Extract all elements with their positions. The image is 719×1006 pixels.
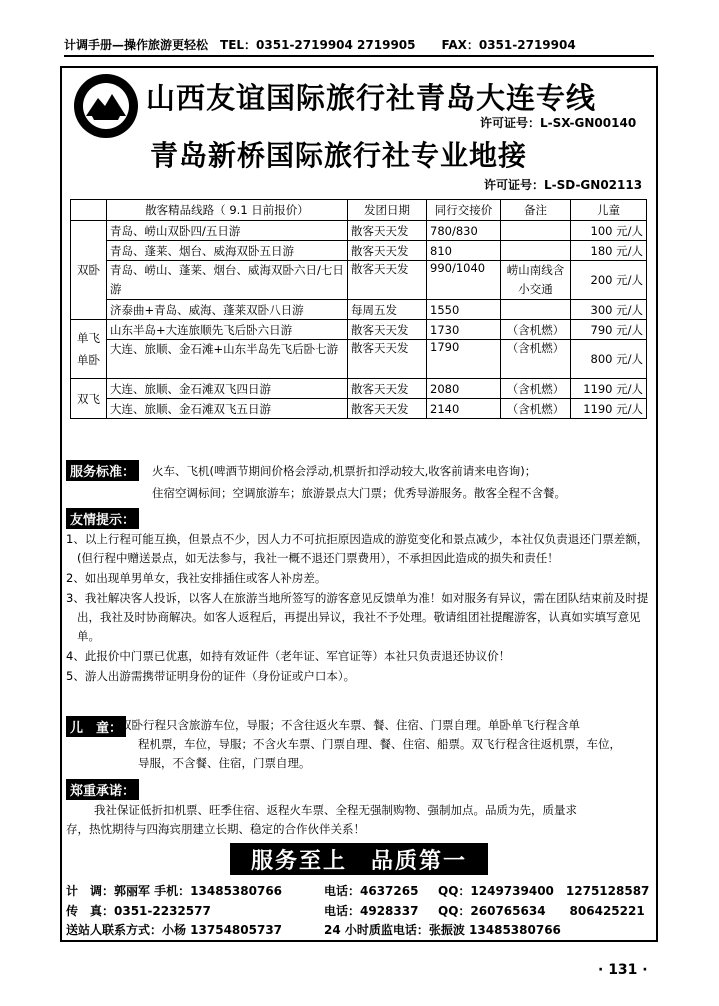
- table-row: [71, 221, 647, 241]
- tips-list: [66, 530, 652, 687]
- date-cell: 每周五发: [348, 300, 427, 320]
- service-line: 住宿空调标间；空调旅游车；旅游景点大门票；优秀导游服务。散客全程不含餐。: [152, 486, 566, 500]
- price-table: [70, 199, 647, 419]
- date-cell: 散客天天发: [348, 261, 427, 300]
- note-cell: （含机燃）: [501, 340, 571, 379]
- promise-line: 我社保证低折扣机票、旺季住宿、返程火车票、全程无强制购物、强制加点。品质为先，质量求: [94, 803, 577, 817]
- price-cell: 990/1040: [427, 261, 501, 300]
- table-row: [71, 261, 647, 300]
- table-header: 发团日期: [348, 200, 427, 221]
- table-row: [71, 241, 647, 261]
- table-row: [71, 300, 647, 320]
- note-cell: （含机燃）: [501, 320, 571, 340]
- header-rule: [64, 55, 654, 57]
- group-double-sleeper: 双卧: [71, 221, 107, 320]
- promise-line: 存，热忱期待与四海宾朋建立长期、稳定的合作伙伴关系！: [66, 822, 365, 836]
- contact-left: 传 真：0351-2232577: [66, 904, 211, 918]
- service-label: 服务标准：: [66, 460, 139, 481]
- child-price-cell: 200 元/人: [571, 261, 647, 300]
- contact-right: QQ：260765634 806425221: [438, 904, 645, 918]
- contact-left: 送站人联系方式：小杨 13754805737: [66, 923, 283, 937]
- company2-title: 青岛新桥国际旅行社专业地接: [150, 139, 528, 172]
- price-cell: 2080: [427, 379, 501, 399]
- table-row: [71, 320, 647, 340]
- header-brand: 计调手册—操作旅游更轻松: [64, 37, 209, 52]
- route-cell: 青岛、蓬莱、烟台、威海双卧五日游: [107, 241, 348, 261]
- tip-item: 5、游人出游需携带证明身份的证件（身份证或户口本）。: [66, 669, 356, 683]
- note-cell: [501, 221, 571, 241]
- contact-left: 计 调：郭丽军 手机：13485380766: [66, 884, 283, 898]
- children-line: 双卧行程只含旅游车位，导服；不含往返火车票、餐、住宿、门票自理。单卧单飞行程含单: [120, 718, 580, 732]
- service-line: 火车、飞机(啤酒节期间价格会浮动,机票折扣浮动较大,收客前请来电咨询)；: [152, 464, 537, 478]
- child-price-cell: 100 元/人: [571, 221, 647, 241]
- table-header-row: [71, 200, 647, 221]
- tip-item: 3、我社解决客人投诉，以客人在旅游当地所签写的游客意见反馈单为准！如对服务有异议，需在团队结束前及时提出，我社及时协商解决。如客人返程后，再提出异议，我社不予处理。敬请组团社提醒游客，认真如实填写意见单。: [66, 591, 649, 643]
- child-price-cell: 300 元/人: [571, 300, 647, 320]
- route-cell: 山东半岛+大连旅顺先飞后卧六日游: [107, 320, 348, 340]
- children-line: 导服，不含餐、住宿，门票自理。: [138, 756, 311, 770]
- slogan-banner: 服务至上 品质第一: [230, 843, 488, 875]
- price-cell: 1790: [427, 340, 501, 379]
- price-cell: 780/830: [427, 221, 501, 241]
- price-cell: 1550: [427, 300, 501, 320]
- company1-license: 许可证号：L-SX-GN00140: [480, 116, 637, 130]
- header-fax: FAX：0351-2719904: [441, 37, 576, 52]
- table-row: [71, 340, 647, 379]
- price-cell: 810: [427, 241, 501, 261]
- date-cell: 散客天天发: [348, 320, 427, 340]
- note-cell: [501, 241, 571, 261]
- contact-mid: 24 小时质监电话：张振波 13485380766: [324, 923, 561, 937]
- note-cell: [501, 300, 571, 320]
- child-price-cell: 1190 元/人: [571, 399, 647, 419]
- note-cell: 崂山南线含小交通: [501, 261, 571, 300]
- company2-license: 许可证号：L-SD-GN02113: [484, 178, 643, 192]
- tip-item: 2、如出现单男单女，我社安排插住或客人补房差。: [66, 571, 327, 585]
- group-double-fly: 双飞: [71, 379, 107, 419]
- route-cell: 青岛、崂山、蓬莱、烟台、威海双卧六日/七日游: [107, 261, 348, 300]
- date-cell: 散客天天发: [348, 241, 427, 261]
- page-number: · 131 ·: [598, 962, 648, 978]
- note-cell: （含机燃）: [501, 379, 571, 399]
- route-cell: 青岛、崂山双卧四/五日游: [107, 221, 348, 241]
- child-price-cell: 180 元/人: [571, 241, 647, 261]
- table-header: 儿童: [571, 200, 647, 221]
- children-line: 程机票，车位，导服；不含火车票、门票自理、餐、住宿、船票。双飞行程含往返机票，车位，: [138, 737, 621, 751]
- tips-label: 友情提示：: [66, 508, 139, 529]
- tip-item: 4、此报价中门票已优惠，如持有效证件（老年证、军官证等）本社只负责退还协议价！: [66, 649, 511, 663]
- price-cell: 2140: [427, 399, 501, 419]
- route-cell: 大连、旅顺、金石滩双飞五日游: [107, 399, 348, 419]
- date-cell: 散客天天发: [348, 221, 427, 241]
- table-header: 散客精品线路（ 9.1 日前报价）: [107, 200, 348, 221]
- table-header: [71, 200, 107, 221]
- promise-text: [66, 801, 652, 839]
- table-row: [71, 399, 647, 419]
- route-cell: 大连、旅顺、金石滩+山东半岛先飞后卧七游: [107, 340, 348, 379]
- agency-logo-icon: [72, 72, 140, 140]
- company1-title: 山西友谊国际旅行社青岛大连专线: [146, 81, 597, 115]
- header-tel: TEL：0351-2719904 2719905: [220, 37, 416, 52]
- date-cell: 散客天天发: [348, 399, 427, 419]
- route-cell: 济泰曲+青岛、威海、蓬莱双卧八日游: [107, 300, 348, 320]
- contact-mid: 电话：4637265: [324, 884, 419, 898]
- children-label: 儿 童：: [66, 716, 126, 737]
- table-header: 备注: [501, 200, 571, 221]
- child-price-cell: 800 元/人: [571, 340, 647, 379]
- contact-mid: 电话：4928337: [324, 904, 419, 918]
- note-cell: （含机燃）: [501, 399, 571, 419]
- child-price-cell: 790 元/人: [571, 320, 647, 340]
- group-single-fly: 单飞单卧: [71, 320, 107, 379]
- tip-item: 1、以上行程可能互换，但景点不少，因人力不可抗拒原因造成的游览变化和景点减少，本社仅负责退还门票差额，(但行程中赠送景点，如无法参与，我社一概不退还门票费用），不承担因此造成的损失和责任！: [66, 532, 649, 565]
- contact-right: QQ：1249739400 1275128587: [438, 884, 650, 898]
- date-cell: 散客天天发: [348, 340, 427, 379]
- table-header: 同行交接价: [427, 200, 501, 221]
- route-cell: 大连、旅顺、金石滩双飞四日游: [107, 379, 348, 399]
- child-price-cell: 1190 元/人: [571, 379, 647, 399]
- date-cell: 散客天天发: [348, 379, 427, 399]
- price-cell: 1730: [427, 320, 501, 340]
- children-text: [120, 716, 650, 773]
- page-header: [64, 34, 654, 54]
- table-row: [71, 379, 647, 399]
- promise-label: 郑重承诺：: [66, 779, 139, 800]
